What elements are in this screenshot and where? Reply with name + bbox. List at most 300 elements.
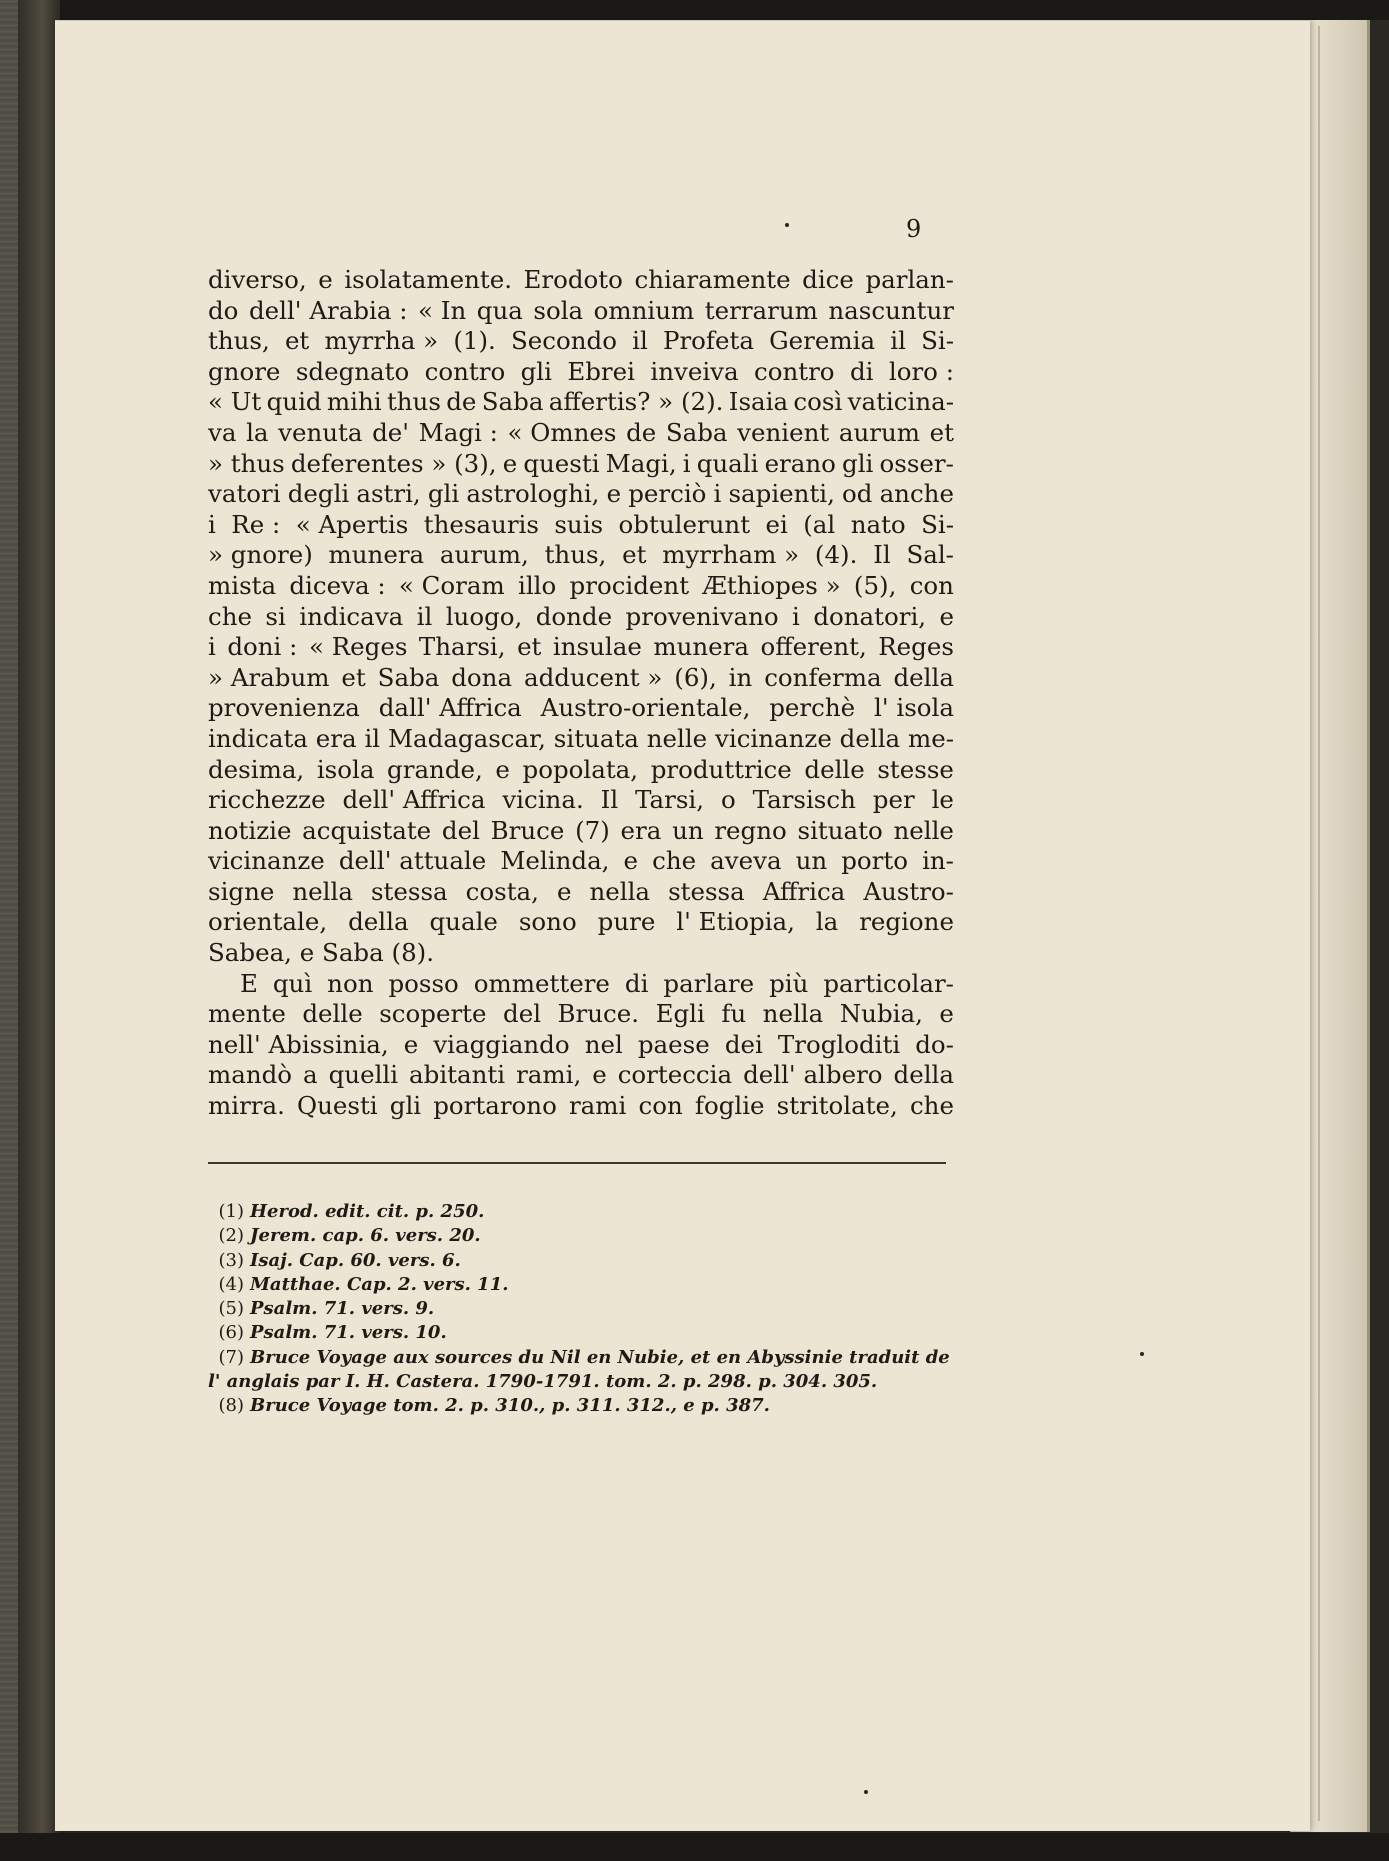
text-word: fu [721,999,747,1029]
text-word: loro : [888,356,954,386]
text-word: deferentes » (3), [290,448,497,478]
text-word: venient [737,417,830,447]
page-number: 9 [906,215,922,243]
text-word: rami [568,1091,627,1121]
text-word: e [495,754,510,784]
text-line [208,785,954,816]
text-word: foglie [694,1091,765,1121]
text-word: munera [653,632,749,662]
text-word: situata [553,723,639,753]
text-word: diverso, [208,265,307,294]
text-word: la [246,417,269,447]
text-word: mirra. [208,1091,285,1121]
text-word: quì [272,968,313,998]
text-word: produttrice [650,754,792,784]
text-word: il [416,601,433,631]
text-word: mihi [326,387,382,417]
book-spine [0,0,60,1861]
text-word: non [327,968,374,998]
text-word: notizie [208,815,292,845]
text-word: di [849,356,874,386]
text-word: stessa [668,876,745,906]
footnote-number: (3) [218,1249,244,1271]
text-word: regione [859,907,954,937]
footnote [208,1249,954,1273]
footnote-text: Jerem. cap. 6. vers. 20. [250,1225,481,1247]
text-word: va [208,417,237,447]
text-word: gli [520,356,552,386]
text-word: de [626,417,657,447]
text-word: « Coram [398,570,505,600]
text-word: Affrica [762,876,846,906]
scan-top-border [0,0,1389,20]
text-word: nella [589,876,651,906]
text-word: (1). [453,326,496,356]
text-word: che [652,846,697,876]
text-word: che [208,601,252,631]
text-word: vicinanze [208,846,325,876]
text-word: mista [208,570,277,600]
text-word: Magi : [418,417,498,447]
text-word: dell' Arabia : [248,295,408,325]
text-word: obtulerunt [618,509,751,539]
text-word: dei [724,1029,763,1059]
text-word: Nubia, [839,999,923,1029]
scan-bottom-border [0,1833,1389,1861]
footnote-number: (4) [218,1273,244,1295]
text-word: » Arabum [208,662,330,692]
text-word: thus, [208,326,270,356]
footnote-text: Bruce Voyage aux sources du Nil en Nubie, et en Abyssinie traduit de [250,1346,950,1368]
text-word: E [240,968,258,998]
text-word: et [341,662,366,692]
text-word: « Omnes [507,417,617,447]
text-word: (7) [575,815,610,845]
text-word: donatori, [813,601,927,631]
text-word: costa, [465,876,539,906]
text-word: un [795,846,828,876]
text-word: i [208,509,216,539]
text-word: nascuntur [828,295,954,325]
text-word: insulae [552,632,642,662]
text-word: do [208,295,239,325]
text-word: diceva : [289,570,386,600]
text-word: me- [907,723,954,753]
text-word: astrologhi, [466,479,600,509]
text-word: quale [429,907,498,937]
text-word: perciò [628,479,707,509]
text-word: « Reges [308,632,408,662]
footnote-text: Psalm. 71. vers. 9. [250,1298,435,1320]
text-word: del [503,999,542,1029]
paper-speck [864,1790,868,1794]
text-word: parlare [663,968,755,998]
text-word: e [502,448,518,478]
text-word: Reges [878,632,954,662]
text-word: Bruce. [557,999,640,1029]
text-word: Il [600,785,619,815]
text-word: e [939,601,954,631]
text-word: gli [427,479,460,509]
text-word: sola [533,295,584,325]
text-word: delle [302,999,363,1029]
text-line [208,877,954,908]
footnote-number: (8) [218,1395,244,1417]
text-line [208,418,954,449]
text-line [208,938,954,969]
text-line [208,1060,954,1091]
text-word: situato [797,815,883,845]
text-word: dona [451,662,513,692]
text-word: e [592,1060,607,1090]
text-line [208,479,954,510]
text-word: do- [915,1029,954,1059]
text-word: desima, [208,754,305,784]
text-line [208,571,954,602]
text-word: terrarum [704,295,818,325]
text-word: nelle [646,723,708,753]
text-word: quelli [328,1060,399,1090]
text-word: Tharsi, [418,632,506,662]
text-word: isola [316,754,375,784]
footnote [208,1370,954,1394]
text-word: chiaramente [634,265,791,294]
text-word: particolar- [823,968,954,998]
text-word: le [931,785,954,815]
text-word: Saba [377,662,440,692]
text-word: e [403,1029,419,1059]
text-word: nella [762,999,824,1029]
text-word: sapienti, [728,479,835,509]
text-word: della [348,907,409,937]
text-word: inveiva [650,356,739,386]
text-word: Æthiopes » [702,570,841,600]
text-word: così [793,387,843,417]
text-word: ei [765,509,788,539]
text-word: ricchezze [208,785,326,815]
text-word: l' isola [874,693,954,723]
text-word: munera [328,540,425,570]
text-word: della [839,723,901,753]
text-line [208,449,954,480]
text-line [208,602,954,633]
text-word: Sabea, e Saba (8). [208,938,435,968]
text-word: affertis? » (2). [548,387,724,417]
text-word: ommettere [473,968,610,998]
footnote-number: (2) [218,1225,244,1247]
text-word: thus [386,387,441,417]
text-word: in [728,662,753,692]
text-word: vaticina- [847,387,954,417]
text-word: dell' attuale [338,846,487,876]
text-word: grande, [387,754,483,784]
text-word: aurum [838,417,920,447]
page-stack-line [1318,26,1320,1821]
text-word: suis [554,509,604,539]
footnote-text: Psalm. 71. vers. 10. [250,1322,447,1344]
text-word: mandò [208,1060,293,1090]
text-word: perchè [769,693,856,723]
text-word: provenivano [625,601,779,631]
text-word: qua [476,295,523,325]
text-line [208,755,954,786]
text-word: Questi [297,1091,378,1121]
footnote [208,1346,954,1370]
text-line [208,296,954,327]
text-word: contro [424,356,506,386]
text-word: rami, [516,1060,582,1090]
text-word: Melinda, [500,846,610,876]
text-word: gli [389,1091,422,1121]
footnote-text: l' anglais par I. H. Castera. 1790-1791. tom. 2. p. 298. p. 304. 305. [208,1371,878,1393]
binding-cloth [0,0,18,1861]
text-word: Secondo [510,326,617,356]
text-line [208,724,954,755]
main-text [208,265,954,1122]
text-word: popolata, [522,754,639,784]
text-word: donde [535,601,613,631]
text-line [208,1091,954,1122]
text-word: de' [372,417,410,447]
text-word: del [441,815,480,845]
text-word: Madagascar, [387,723,546,753]
text-word: Si- [921,509,954,539]
text-word: gnore [208,356,281,386]
text-word: luogo, [445,601,523,631]
text-word: della [893,1060,954,1090]
text-word: e [318,265,333,294]
text-word: stritolate, [776,1091,898,1121]
text-word: acquistate [302,815,432,845]
text-word: questi [523,448,600,478]
text-word: i [682,448,691,478]
text-word: et [929,417,954,447]
text-word: dall' Affrica [378,693,522,723]
text-word: pure [597,907,656,937]
footnote [208,1297,954,1321]
text-word: con [638,1091,683,1121]
text-word: un [672,815,704,845]
text-word: illo [518,570,557,600]
text-word: l' Etiopia, [676,907,795,937]
text-word: porto [841,846,908,876]
footnote-text: Bruce Voyage tom. 2. p. 310., p. 311. 312., e p. 387. [250,1395,770,1417]
text-word: Si- [921,326,954,356]
text-word: degli [287,479,350,509]
text-word: offerent, [760,632,867,662]
text-word: che [909,1091,954,1121]
text-word: e [623,846,639,876]
text-word: il [632,326,648,356]
text-word: dell' albero [743,1060,883,1090]
text-word: Saba [481,387,544,417]
text-word: i [208,632,216,662]
paper-speck [1140,1352,1144,1356]
text-line [208,357,954,388]
text-word: Austro- [863,876,954,906]
text-word: provenienza [208,693,360,723]
text-word: Magi, [605,448,677,478]
text-word: orientale, [208,907,328,937]
text-word: Ebrei [567,356,635,386]
text-word: sono [518,907,577,937]
text-word: corteccia [617,1060,733,1090]
text-word: thus, [544,540,607,570]
text-word: scoperte [379,999,487,1029]
text-word: indicata [208,723,308,753]
text-word: Bruce [490,815,565,845]
text-word: e [556,876,572,906]
text-word: dice [802,265,854,294]
text-line [208,540,954,571]
text-word: de [446,387,477,417]
text-word: mente [208,999,286,1029]
text-word: in- [922,846,954,876]
text-word: contro [754,356,835,386]
text-line [208,265,954,296]
text-line [208,693,954,724]
text-word: astri, [356,479,421,509]
text-word: anche [879,479,954,509]
footnote-separator [208,1162,946,1164]
text-word: venuta [278,417,363,447]
text-word: nell' Abissinia, [208,1029,389,1059]
footnote [208,1273,954,1297]
text-word: i [792,601,800,631]
text-word: Tarsi, [635,785,705,815]
text-line [208,632,954,663]
text-word: « Apertis [295,509,409,539]
text-word: quali [696,448,759,478]
text-word: adducent » [523,662,663,692]
text-word: il [890,326,906,356]
text-line [208,387,954,418]
text-word: nella [292,876,353,906]
text-word: abitanti [409,1060,506,1090]
footnote-number: (6) [218,1322,244,1344]
text-word: myrrham » [662,540,800,570]
text-word: thesauris [423,509,539,539]
text-word: et [517,632,542,662]
footnote-number: (1) [218,1201,244,1222]
text-word: signe [208,876,275,906]
text-word: Trogloditi [777,1029,901,1059]
text-word: e [606,479,622,509]
text-word: indicava [299,601,404,631]
text-line [208,510,954,541]
text-word: paese [637,1029,710,1059]
text-word: doni : [227,632,298,662]
text-word: nel [584,1029,623,1059]
text-word: et [622,540,647,570]
text-word: nato [850,509,906,539]
text-word: dell' Affrica [342,785,486,815]
text-word: Tarsisch [752,785,856,815]
footnote [208,1200,954,1224]
footnote [208,1321,954,1345]
text-line [208,663,954,694]
text-word: aurum, [439,540,529,570]
text-line [208,816,954,847]
text-word: vicinanze [715,723,832,753]
text-word: Profeta [662,326,754,356]
text-word: delle [804,754,865,784]
text-word: » thus [208,448,285,478]
text-word: sdegnato [295,356,410,386]
paper-speck [785,223,789,227]
text-line [208,1030,954,1061]
text-word: nelle [893,815,954,845]
text-word: il [364,723,381,753]
text-word: erano [764,448,836,478]
text-word: osser- [879,448,954,478]
text-word: isolatamente. [344,265,512,294]
text-word: per [872,785,915,815]
text-word: o [720,785,736,815]
text-word: di [624,968,649,998]
footnote-number: (7) [218,1346,244,1368]
footnote-number: (5) [218,1298,244,1320]
text-word: Egli [655,999,705,1029]
footnotes [208,1200,954,1419]
text-word: e [939,999,954,1029]
text-word: (5), [853,570,897,600]
text-word: omnium [593,295,695,325]
text-word: vatori [208,479,281,509]
footnote-text: Matthae. Cap. 2. vers. 11. [250,1273,509,1295]
text-line [208,846,954,877]
footnote [208,1224,954,1248]
text-word: con [909,570,954,600]
text-word: parlan- [865,265,954,294]
text-word: od [842,479,873,509]
text-word: et [284,326,310,356]
text-word: Austro-orientale, [540,693,751,723]
text-word: Geremia [769,326,876,356]
text-word: Il [873,540,891,570]
text-word: a [303,1060,318,1090]
text-word: stessa [370,876,448,906]
text-word: Erodoto [523,265,623,294]
text-word: quid [266,387,322,417]
text-word: si [265,601,286,631]
text-word: posso [388,968,459,998]
text-word: myrrha » [324,326,439,356]
text-word: (4). [814,540,858,570]
text-word: la [815,907,839,937]
text-line [208,969,954,1000]
text-word: vicina. [502,785,584,815]
footnote [208,1394,954,1418]
text-line [208,907,954,938]
text-word: i [713,479,722,509]
text-word: portarono [433,1091,557,1121]
text-word: Saba [665,417,728,447]
text-word: regno [714,815,787,845]
text-word: della [893,662,954,692]
text-word: conferma [764,662,882,692]
footnote-text: Herod. edit. cit. p. 250. [250,1201,485,1222]
text-word: viaggiando [433,1029,570,1059]
text-line [208,999,954,1030]
text-word: Sal- [906,540,954,570]
text-word: « In [418,295,467,325]
text-word: era [315,723,357,753]
footnote-text: Isaj. Cap. 60. vers. 6. [250,1249,461,1271]
text-word: (6), [674,662,717,692]
text-word: era [620,815,662,845]
text-line [208,326,954,357]
